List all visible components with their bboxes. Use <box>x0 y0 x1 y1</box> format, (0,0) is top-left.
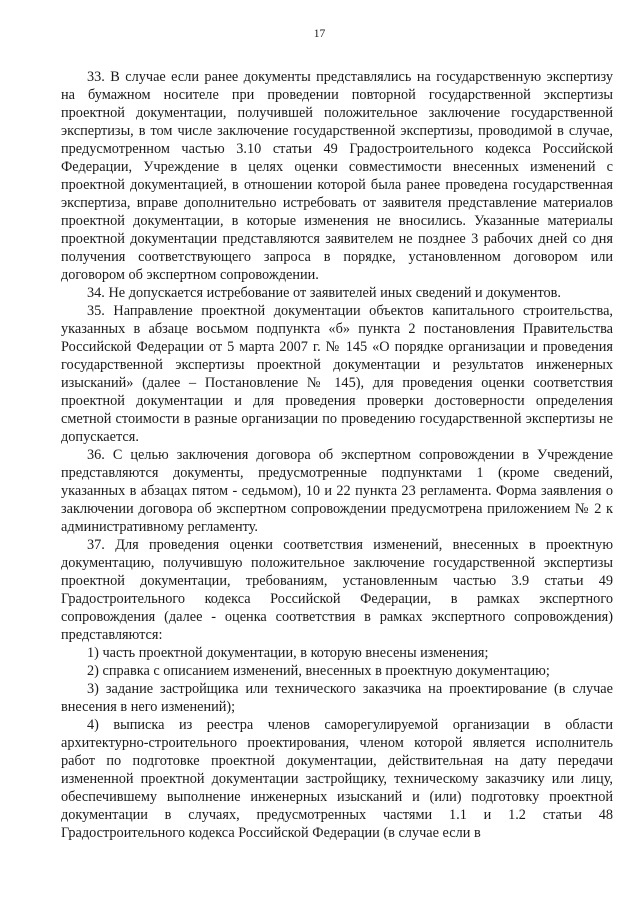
list-item-3: 3) задание застройщика или технического заказчика на проектирование (в случае внесения в него изменений); <box>61 681 613 715</box>
paragraph-36: 36. С целью заключения договора об экспертном сопровождении в Учреждение представляются документы, предусмотренные подпунктами 1 (кроме сведений, указанных в абзацах пятом - седьмом), 10 и 22 пункта 23 регламента. Форма заявления о заключении договора об экспертном сопровождении предусмотрена приложением № 2 к административному регламенту. <box>61 447 613 535</box>
list-item-1: 1) часть проектной документации, в которую внесены изменения; <box>87 645 489 661</box>
list-item-2: 2) справка с описанием изменений, внесенных в проектную документацию; <box>87 663 550 679</box>
paragraph-35: 35. Направление проектной документации объектов капитального строительства, указанных в абзаце восьмом подпункта «б» пункта 2 постановления Правительства Российской Федерации от 5 марта 2007 г. № 145 «О порядке организации и проведения государственной экспертизы проектной документации и результатов инженерных изысканий» (далее – Постановление № 145), для проведения оценки соответствия проектной документации и для проведения проверки достоверности определения сметной стоимости в разные организации по проведению государственной экспертизы не допускается. <box>61 303 613 445</box>
paragraph-37: 37. Для проведения оценки соответствия изменений, внесенных в проектную документацию, получившую положительное заключение государственной экспертизы проектной документации, требованиям, установленным частью 3.9 статьи 49 Градостроительного кодекса Российской Федерации, в рамках экспертного сопровождения (далее - оценка соответствия в рамках экспертного сопровождения) представляются: <box>61 537 613 643</box>
list-item-4: 4) выписка из реестра членов саморегулируемой организации в области архитектурно-строительного проектирования, членом которой является исполнитель работ по подготовке проектной документации, действительная на дату передачи измененной проектной документации застройщику, техническому заказчику или лицу, обеспечившему выполнение инженерных изысканий и (или) подготовку проектной документации в случаях, предусмотренных частями 1.1 и 1.2 статьи 48 Градостроительного кодекса Российской Федерации (в случае если в <box>61 717 613 841</box>
paragraph-33: 33. В случае если ранее документы представлялись на государственную экспертизу на бумажном носителе при проведении повторной государственной экспертизы проектной документации, получившей положительное заключение государственной экспертизы, в том числе заключение государственной экспертизы, проводимой в случае, предусмотренном частью 3.10 статьи 49 Градостроительного кодекса Российской Федерации, Учреждение в целях оценки совместимости внесенных изменений с проектной документацией, в отношении которой была ранее проведена государственная экспертиза, вправе дополнительно истребовать от заявителя представление материалов проектной документации, в которые изменения не вносились. Указанные материалы проектной документации представляются заявителем не позднее 3 рабочих дней со дня получения соответствующего запроса в порядке, установленном договором или договором об экспертном сопровождении. <box>61 69 613 283</box>
paragraph-34: 34. Не допускается истребование от заявителей иных сведений и документов. <box>87 285 561 301</box>
document-body <box>61 68 613 842</box>
page-number: 17 <box>313 28 326 40</box>
